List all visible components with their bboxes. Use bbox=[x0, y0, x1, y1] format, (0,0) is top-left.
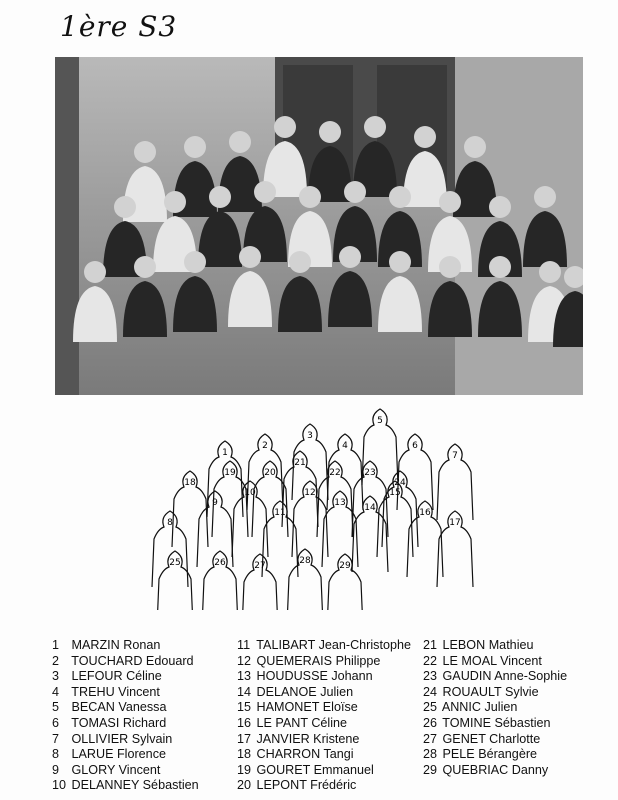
entry-name: TREHU Vincent bbox=[71, 684, 160, 699]
name-entry bbox=[423, 732, 612, 748]
key-silhouette bbox=[152, 511, 188, 587]
name-entry bbox=[237, 778, 423, 794]
key-number: 2 bbox=[262, 441, 268, 451]
entry-name: TOMASI Richard bbox=[71, 715, 167, 730]
entry-number: 5 bbox=[52, 700, 60, 715]
key-number: 4 bbox=[342, 441, 348, 451]
entry-name: GOURET Emmanuel bbox=[256, 762, 374, 777]
key-number: 14 bbox=[364, 503, 376, 513]
entry-number: 26 bbox=[423, 715, 438, 730]
name-column-2 bbox=[237, 638, 423, 794]
name-entry bbox=[52, 716, 237, 732]
entry-name: CHARRON Tangi bbox=[256, 747, 354, 762]
entry-number: 9 bbox=[52, 762, 60, 777]
key-number: 25 bbox=[169, 558, 181, 568]
entry-name: PELE Bérangère bbox=[442, 747, 538, 762]
key-silhouette bbox=[437, 444, 473, 520]
numbered-silhouette-key bbox=[140, 405, 490, 610]
entry-number: 11 bbox=[237, 638, 251, 652]
class-label: 1ère S3 bbox=[60, 10, 178, 43]
entry-name: TALIBART Jean-Christophe bbox=[256, 638, 411, 652]
entry-name: QUEBRIAC Danny bbox=[442, 762, 549, 777]
key-number: 20 bbox=[264, 468, 276, 478]
key-number: 29 bbox=[339, 561, 351, 571]
entry-number: 4 bbox=[52, 684, 60, 699]
entry-name: LEPONT Frédéric bbox=[256, 778, 357, 793]
name-entry bbox=[237, 700, 423, 716]
name-entry bbox=[423, 700, 612, 716]
entry-name: MARZIN Ronan bbox=[71, 638, 161, 652]
key-number: 21 bbox=[294, 458, 306, 468]
name-entry bbox=[237, 654, 423, 670]
entry-number: 23 bbox=[423, 669, 438, 684]
name-entry bbox=[237, 732, 423, 748]
entry-name: GLORY Vincent bbox=[71, 762, 161, 777]
key-silhouette bbox=[242, 554, 278, 610]
name-entry bbox=[423, 716, 612, 732]
key-number: 8 bbox=[167, 518, 173, 528]
entry-number: 25 bbox=[423, 700, 438, 715]
name-entry bbox=[52, 638, 237, 654]
entry-name: DELANNEY Sébastien bbox=[71, 778, 199, 793]
entry-number: 15 bbox=[237, 700, 252, 715]
key-number: 24 bbox=[394, 478, 406, 488]
name-column-1 bbox=[52, 638, 237, 794]
entry-name: JANVIER Kristene bbox=[256, 731, 360, 746]
student-name-list bbox=[52, 638, 612, 794]
entry-number: 24 bbox=[423, 684, 438, 699]
entry-number: 29 bbox=[423, 762, 438, 777]
entry-name: LEFOUR Céline bbox=[71, 669, 162, 684]
key-silhouette bbox=[172, 471, 208, 547]
entry-number: 18 bbox=[237, 747, 252, 762]
entry-number: 20 bbox=[237, 778, 252, 793]
entry-name: TOMINE Sébastien bbox=[442, 715, 551, 730]
key-number: 16 bbox=[419, 508, 431, 518]
name-entry bbox=[423, 654, 612, 670]
entry-name: ROUAULT Sylvie bbox=[442, 684, 539, 699]
name-entry bbox=[237, 638, 423, 654]
name-entry bbox=[237, 763, 423, 779]
entry-name: ANNIC Julien bbox=[441, 700, 518, 715]
entry-number: 10 bbox=[52, 778, 67, 793]
name-entry bbox=[423, 669, 612, 685]
name-entry bbox=[52, 700, 237, 716]
key-number: 13 bbox=[334, 498, 346, 508]
entry-number: 28 bbox=[423, 747, 438, 762]
name-entry bbox=[52, 747, 237, 763]
entry-number: 7 bbox=[52, 731, 60, 746]
entry-number: 3 bbox=[52, 669, 60, 684]
name-entry bbox=[52, 763, 237, 779]
key-number: 17 bbox=[449, 518, 461, 528]
entry-number: 14 bbox=[237, 684, 252, 699]
entry-number: 19 bbox=[237, 762, 252, 777]
name-entry bbox=[237, 716, 423, 732]
entry-number: 8 bbox=[52, 747, 60, 762]
entry-number: 27 bbox=[423, 731, 438, 746]
entry-name: LE MOAL Vincent bbox=[442, 653, 542, 668]
name-entry bbox=[52, 654, 237, 670]
key-number: 10 bbox=[244, 488, 256, 498]
entry-name: LARUE Florence bbox=[71, 747, 166, 762]
key-number: 26 bbox=[214, 558, 226, 568]
key-number: 27 bbox=[254, 561, 266, 571]
entry-name: LE PANT Céline bbox=[256, 715, 348, 730]
key-number: 9 bbox=[212, 498, 218, 508]
entry-name: TOUCHARD Edouard bbox=[71, 653, 194, 668]
key-number: 28 bbox=[299, 556, 311, 566]
name-entry bbox=[52, 778, 237, 794]
class-photo bbox=[55, 57, 583, 395]
name-column-3 bbox=[423, 638, 612, 794]
name-entry bbox=[423, 763, 612, 779]
name-entry bbox=[423, 685, 612, 701]
entry-number: 2 bbox=[52, 653, 60, 668]
name-entry bbox=[423, 747, 612, 763]
name-entry bbox=[52, 732, 237, 748]
key-number: 11 bbox=[274, 508, 286, 518]
entry-number: 12 bbox=[237, 653, 252, 668]
entry-number: 17 bbox=[237, 731, 252, 746]
key-number: 1 bbox=[222, 448, 228, 458]
class-title bbox=[60, 10, 177, 43]
entry-number: 16 bbox=[237, 715, 252, 730]
key-number: 22 bbox=[329, 468, 341, 478]
key-number: 7 bbox=[452, 451, 458, 461]
entry-name: LEBON Mathieu bbox=[442, 638, 534, 652]
entry-name: OLLIVIER Sylvain bbox=[71, 731, 173, 746]
entry-number: 21 bbox=[423, 638, 438, 652]
name-entry bbox=[237, 747, 423, 763]
entry-name: QUEMERAIS Philippe bbox=[256, 653, 381, 668]
entry-number: 6 bbox=[52, 715, 60, 730]
key-number: 3 bbox=[307, 431, 313, 441]
name-entry bbox=[423, 638, 612, 654]
name-entry bbox=[237, 669, 423, 685]
entry-number: 1 bbox=[52, 638, 60, 652]
entry-name: HOUDUSSE Johann bbox=[256, 669, 373, 684]
key-number: 23 bbox=[364, 468, 376, 478]
name-entry bbox=[52, 685, 237, 701]
key-number: 6 bbox=[412, 441, 418, 451]
entry-name: BECAN Vanessa bbox=[71, 700, 167, 715]
entry-number: 13 bbox=[237, 669, 252, 684]
entry-name: GENET Charlotte bbox=[442, 731, 541, 746]
entry-name: GAUDIN Anne-Sophie bbox=[442, 669, 568, 684]
name-entry bbox=[237, 685, 423, 701]
key-number: 18 bbox=[184, 478, 196, 488]
key-number: 5 bbox=[377, 416, 383, 426]
entry-number: 22 bbox=[423, 653, 438, 668]
key-number: 15 bbox=[389, 488, 401, 498]
entry-name: DELANOE Julien bbox=[256, 684, 354, 699]
entry-name: HAMONET Eloïse bbox=[256, 700, 358, 715]
key-number: 12 bbox=[304, 488, 316, 498]
key-number: 19 bbox=[224, 468, 236, 478]
key-silhouette bbox=[232, 481, 268, 557]
name-entry bbox=[52, 669, 237, 685]
key-silhouette bbox=[287, 549, 323, 610]
